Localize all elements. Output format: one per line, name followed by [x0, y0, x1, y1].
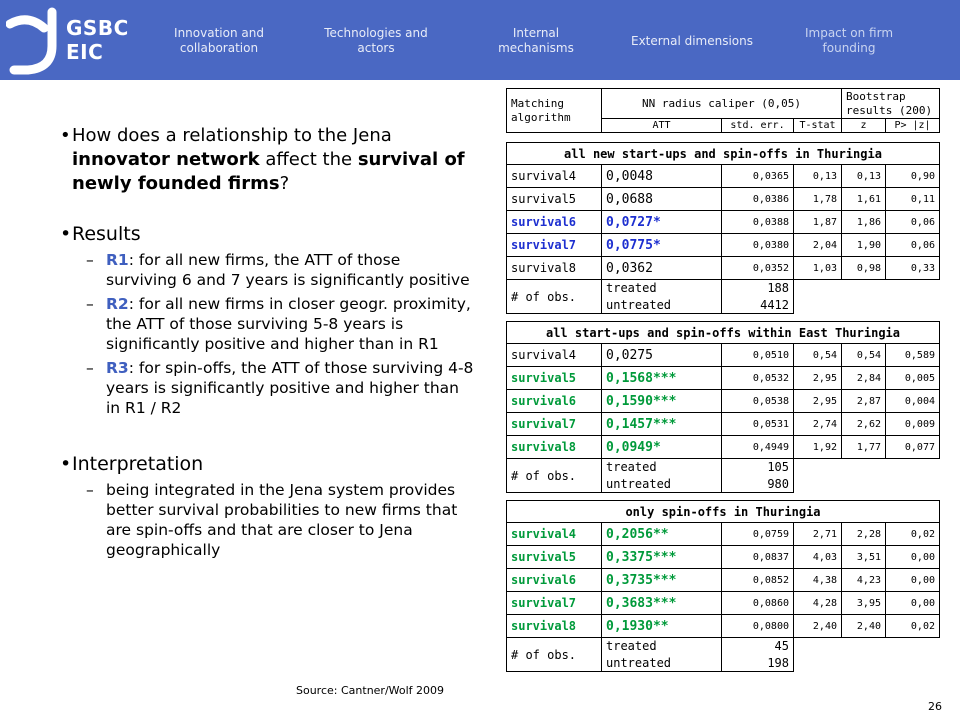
spacer-cell	[507, 493, 940, 501]
row-p: 0,33	[886, 257, 940, 280]
row-name: survival7	[507, 413, 602, 436]
table-row	[507, 188, 940, 211]
treated-label: treated	[602, 280, 722, 297]
group-spacer	[507, 133, 940, 143]
row-att: 0,0688	[602, 188, 722, 211]
group-title: all start-ups and spin-offs within East Thuringia	[507, 322, 940, 344]
row-name: survival6	[507, 569, 602, 592]
treated-value: 105	[722, 459, 794, 476]
header-bar	[0, 0, 960, 80]
row-std-err: 0,0538	[722, 390, 794, 413]
row-std-err: 0,0510	[722, 344, 794, 367]
row-p: 0,00	[886, 546, 940, 569]
row-z: 1,77	[842, 436, 886, 459]
row-att: 0,0949*	[602, 436, 722, 459]
row-p: 0,00	[886, 569, 940, 592]
result-r2: – R2: for all new firms in closer geogr. proximity, the ATT of those surviving 5-8 years is significantly positive and higher than in R1	[60, 294, 475, 354]
row-t-stat: 4,38	[794, 569, 842, 592]
row-name: survival5	[507, 188, 602, 211]
interpretation-heading: • Interpretation	[60, 452, 475, 476]
col-z: z	[842, 119, 886, 133]
row-t-stat: 0,13	[794, 165, 842, 188]
row-t-stat: 0,54	[794, 344, 842, 367]
row-att: 0,0775*	[602, 234, 722, 257]
row-p: 0,06	[886, 211, 940, 234]
table-row	[507, 390, 940, 413]
row-att: 0,3735***	[602, 569, 722, 592]
table-row	[507, 546, 940, 569]
row-z: 2,87	[842, 390, 886, 413]
row-name: survival7	[507, 592, 602, 615]
logo-line-2: EIC	[66, 40, 104, 64]
row-z: 2,28	[842, 523, 886, 546]
row-name: survival4	[507, 523, 602, 546]
col-att: ATT	[602, 119, 722, 133]
row-std-err: 0,0852	[722, 569, 794, 592]
group-spacer	[507, 493, 940, 501]
row-std-err: 0,0759	[722, 523, 794, 546]
obs-row	[507, 459, 940, 476]
col-t-stat: T-stat	[794, 119, 842, 133]
tab-innovation[interactable]: Innovation and collaboration	[174, 26, 264, 55]
logo-text	[66, 16, 129, 64]
table-row	[507, 523, 940, 546]
treated-value: 188	[722, 280, 794, 297]
row-std-err: 0,0365	[722, 165, 794, 188]
row-att: 0,0727*	[602, 211, 722, 234]
row-std-err: 0,0800	[722, 615, 794, 638]
row-std-err: 0,0837	[722, 546, 794, 569]
row-t-stat: 1,78	[794, 188, 842, 211]
untreated-value: 980	[722, 476, 794, 493]
row-t-stat: 2,74	[794, 413, 842, 436]
gsbc-logo-icon	[6, 6, 66, 76]
research-question: • How does a relationship to the Jena innovator network affect the survival of newly founded firms?	[60, 124, 475, 196]
row-std-err: 0,0352	[722, 257, 794, 280]
group-spacer	[507, 314, 940, 322]
row-z: 0,13	[842, 165, 886, 188]
table-row	[507, 257, 940, 280]
row-t-stat: 2,95	[794, 390, 842, 413]
row-t-stat: 1,92	[794, 436, 842, 459]
untreated-value: 198	[722, 655, 794, 672]
row-p: 0,077	[886, 436, 940, 459]
table-row	[507, 592, 940, 615]
group-title: only spin-offs in Thuringia	[507, 501, 940, 523]
row-z: 0,54	[842, 344, 886, 367]
table-row	[507, 211, 940, 234]
row-p: 0,90	[886, 165, 940, 188]
col-p: P> |z|	[886, 119, 940, 133]
row-p: 0,02	[886, 523, 940, 546]
treated-label: treated	[602, 459, 722, 476]
matching-algorithm-label: Matching algorithm	[507, 89, 602, 133]
obs-row	[507, 638, 940, 655]
row-att: 0,0048	[602, 165, 722, 188]
row-p: 0,00	[886, 592, 940, 615]
untreated-label: untreated	[602, 476, 722, 493]
row-name: survival8	[507, 615, 602, 638]
obs-label: # of obs.	[507, 638, 602, 672]
row-name: survival4	[507, 165, 602, 188]
group-title-row	[507, 143, 940, 165]
slide-body	[60, 124, 475, 560]
tab-impact[interactable]: Impact on firm founding	[804, 26, 894, 55]
table-row	[507, 413, 940, 436]
row-att: 0,3375***	[602, 546, 722, 569]
group-title-row	[507, 322, 940, 344]
logo-line-1: GSBC	[66, 16, 129, 40]
row-std-err: 0,4949	[722, 436, 794, 459]
tab-internal[interactable]: Internal mechanisms	[498, 26, 574, 55]
page-number: 26	[928, 700, 942, 713]
row-name: survival4	[507, 344, 602, 367]
row-std-err: 0,0532	[722, 367, 794, 390]
treated-value: 45	[722, 638, 794, 655]
row-t-stat: 2,95	[794, 367, 842, 390]
row-name: survival8	[507, 257, 602, 280]
group-title-row	[507, 501, 940, 523]
table-row	[507, 234, 940, 257]
row-name: survival5	[507, 367, 602, 390]
row-z: 3,51	[842, 546, 886, 569]
row-std-err: 0,0860	[722, 592, 794, 615]
obs-label: # of obs.	[507, 280, 602, 314]
row-z: 2,62	[842, 413, 886, 436]
row-z: 1,86	[842, 211, 886, 234]
source-note: Source: Cantner/Wolf 2009	[296, 684, 445, 697]
row-std-err: 0,0388	[722, 211, 794, 234]
tab-external[interactable]: External dimensions	[630, 33, 753, 48]
row-t-stat: 2,71	[794, 523, 842, 546]
row-name: survival6	[507, 211, 602, 234]
result-r3: – R3: for spin-offs, the ATT of those surviving 4-8 years is significantly positive and higher than in R1 / R2	[60, 358, 475, 418]
untreated-value: 4412	[722, 297, 794, 314]
row-p: 0,004	[886, 390, 940, 413]
row-z: 2,84	[842, 367, 886, 390]
row-t-stat: 1,03	[794, 257, 842, 280]
row-p: 0,589	[886, 344, 940, 367]
row-std-err: 0,0380	[722, 234, 794, 257]
table-row	[507, 367, 940, 390]
row-t-stat: 4,03	[794, 546, 842, 569]
obs-row	[507, 280, 940, 297]
group-title: all new start-ups and spin-offs in Thuringia	[507, 143, 940, 165]
row-name: survival6	[507, 390, 602, 413]
row-z: 1,61	[842, 188, 886, 211]
row-att: 0,0275	[602, 344, 722, 367]
row-z: 1,90	[842, 234, 886, 257]
row-att: 0,3683***	[602, 592, 722, 615]
untreated-label: untreated	[602, 655, 722, 672]
col-std-err: std. err.	[722, 119, 794, 133]
row-att: 0,1568***	[602, 367, 722, 390]
row-p: 0,11	[886, 188, 940, 211]
table-header-row	[507, 89, 940, 119]
nn-radius-label: NN radius caliper (0,05)	[602, 89, 842, 119]
row-p: 0,009	[886, 413, 940, 436]
table-row	[507, 344, 940, 367]
table-row	[507, 569, 940, 592]
row-t-stat: 2,40	[794, 615, 842, 638]
row-name: survival5	[507, 546, 602, 569]
row-p: 0,02	[886, 615, 940, 638]
spacer-cell	[507, 133, 940, 143]
table-row	[507, 615, 940, 638]
row-t-stat: 1,87	[794, 211, 842, 234]
row-p: 0,06	[886, 234, 940, 257]
bootstrap-label: Bootstrap results (200)	[842, 89, 940, 119]
table-row	[507, 436, 940, 459]
treated-label: treated	[602, 638, 722, 655]
result-r1: – R1: for all new firms, the ATT of those surviving 6 and 7 years is significantly positive	[60, 250, 475, 290]
row-p: 0,005	[886, 367, 940, 390]
results-heading: • Results	[60, 222, 475, 246]
row-t-stat: 2,04	[794, 234, 842, 257]
row-t-stat: 4,28	[794, 592, 842, 615]
row-std-err: 0,0531	[722, 413, 794, 436]
row-att: 0,1930**	[602, 615, 722, 638]
row-name: survival7	[507, 234, 602, 257]
obs-label: # of obs.	[507, 459, 602, 493]
row-z: 3,95	[842, 592, 886, 615]
spacer-cell	[507, 314, 940, 322]
interpretation-text: – being integrated in the Jena system provides better survival probabilities to new firms that are spin-offs and that are closer to Jena geographically	[60, 480, 475, 560]
row-name: survival8	[507, 436, 602, 459]
results-table	[506, 88, 940, 672]
untreated-label: untreated	[602, 297, 722, 314]
table-row	[507, 165, 940, 188]
row-att: 0,0362	[602, 257, 722, 280]
row-std-err: 0,0386	[722, 188, 794, 211]
tab-technologies[interactable]: Technologies and actors	[324, 26, 428, 55]
row-z: 2,40	[842, 615, 886, 638]
row-z: 4,23	[842, 569, 886, 592]
row-att: 0,2056**	[602, 523, 722, 546]
row-att: 0,1457***	[602, 413, 722, 436]
row-att: 0,1590***	[602, 390, 722, 413]
row-z: 0,98	[842, 257, 886, 280]
